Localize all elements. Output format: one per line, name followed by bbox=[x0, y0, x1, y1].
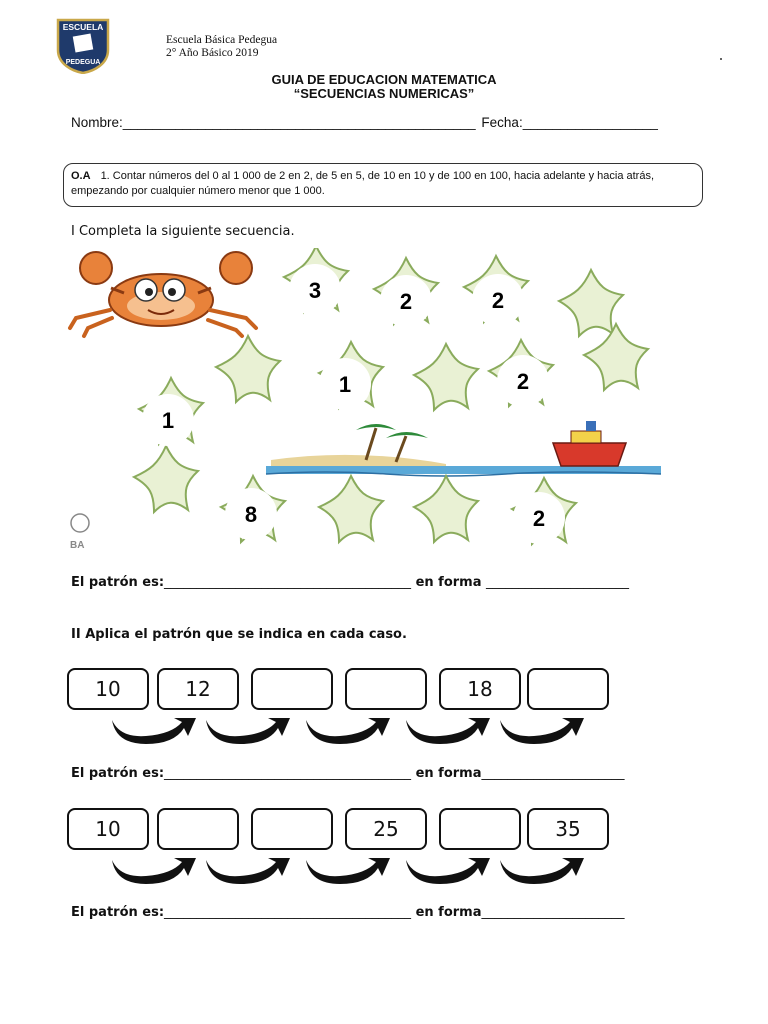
school-name: Escuela Básica Pedegua bbox=[166, 34, 278, 46]
name-blank: _______________________________________________ bbox=[122, 115, 476, 130]
star-number-text: 2 bbox=[516, 369, 530, 394]
sequence1-box-1: 10 bbox=[67, 668, 149, 710]
grade-year: 2° Año Básico 2019 bbox=[166, 47, 259, 59]
arrow-icon bbox=[306, 858, 390, 884]
star-number-text: 1 bbox=[161, 408, 175, 433]
sequence2-box-2[interactable] bbox=[157, 808, 239, 850]
sequence1-box-6[interactable] bbox=[527, 668, 609, 710]
pattern-blank: ______________________________________ bbox=[164, 905, 412, 920]
pattern-line-2 bbox=[71, 766, 624, 781]
sequence1-box-2: 12 bbox=[157, 668, 239, 710]
pattern-blank: ______________________________________ bbox=[164, 575, 412, 590]
sequence-illustration bbox=[66, 248, 686, 558]
objective-code: O.A bbox=[71, 170, 91, 182]
illustrator-credit bbox=[70, 514, 89, 551]
name-field bbox=[71, 115, 658, 130]
arrow-icon bbox=[500, 858, 584, 884]
sequence2-arrows bbox=[108, 856, 608, 886]
star-number-8 bbox=[225, 488, 277, 540]
form-label: en forma bbox=[415, 766, 482, 781]
star-number-text: 3 bbox=[308, 278, 322, 303]
page-subtitle: “SECUENCIAS NUMERICAS” bbox=[293, 86, 475, 101]
form-label: en forma bbox=[415, 575, 482, 590]
sequence2-box-6: 35 bbox=[527, 808, 609, 850]
pattern-line-1 bbox=[71, 575, 629, 590]
page-title: GUIA DE EDUCACION MATEMATICA bbox=[271, 72, 497, 87]
objective-text: 1. Contar números del 0 al 1 000 de 2 en 2, de 5 en 5, de 10 en 10 y de 100 en 100, hacia adelante y hacia atrás, empezando por cualquier número menor que 1 000. bbox=[71, 170, 655, 197]
star-number-text: 8 bbox=[244, 502, 258, 527]
pattern-label: El patrón es: bbox=[71, 766, 165, 781]
star-number-2d bbox=[513, 492, 565, 544]
sequence2-box-4: 25 bbox=[345, 808, 427, 850]
logo-text-top: ESCUELA bbox=[62, 22, 104, 32]
sequence2-box-1: 10 bbox=[67, 808, 149, 850]
star-number-1b bbox=[142, 394, 194, 446]
pattern-blank: ______________________________________ bbox=[164, 766, 412, 781]
star-number-text: 2 bbox=[399, 289, 413, 314]
arrow-icon bbox=[112, 718, 196, 744]
school-logo bbox=[54, 16, 112, 74]
star-number-text: 1 bbox=[338, 372, 352, 397]
star-number-text: 2 bbox=[491, 288, 505, 313]
arrow-icon bbox=[406, 858, 490, 884]
form-blank: ______________________ bbox=[486, 575, 630, 590]
pattern-label: El patrón es: bbox=[71, 905, 165, 920]
name-label: Nombre: bbox=[71, 115, 123, 130]
form-blank: ______________________ bbox=[481, 905, 625, 920]
date-label: Fecha: bbox=[481, 115, 523, 130]
crab-icon bbox=[70, 252, 256, 336]
arrow-icon bbox=[306, 718, 390, 744]
form-blank: ______________________ bbox=[481, 766, 625, 781]
arrow-icon bbox=[206, 858, 290, 884]
date-blank: __________________ bbox=[522, 115, 658, 130]
stray-mark bbox=[720, 58, 722, 60]
sequence1-box-4[interactable] bbox=[345, 668, 427, 710]
arrow-icon bbox=[112, 858, 196, 884]
star-number-1a bbox=[319, 358, 371, 410]
star-number-text: 2 bbox=[532, 506, 546, 531]
logo-text-bottom: PEDEGUA bbox=[65, 59, 101, 66]
arrow-icon bbox=[500, 718, 584, 744]
star-number-2a bbox=[380, 275, 432, 327]
sequence1-arrows bbox=[108, 716, 608, 746]
pattern-line-3 bbox=[71, 905, 624, 920]
sequence2-box-3[interactable] bbox=[251, 808, 333, 850]
section2-title: II Aplica el patrón que se indica en cada caso. bbox=[71, 627, 407, 642]
sequence1-box-5: 18 bbox=[439, 668, 521, 710]
objective-text-block bbox=[71, 169, 693, 199]
form-label: en forma bbox=[415, 905, 482, 920]
pattern-label: El patrón es: bbox=[71, 575, 165, 590]
sequence2-box-5[interactable] bbox=[439, 808, 521, 850]
star-number-2b bbox=[472, 274, 524, 326]
section1-title: I Completa la siguiente secuencia. bbox=[71, 224, 295, 239]
sequence1-box-3[interactable] bbox=[251, 668, 333, 710]
star-number-2c bbox=[497, 355, 549, 407]
school-info bbox=[166, 34, 277, 60]
svg-text:BA: BA bbox=[70, 540, 85, 551]
arrow-icon bbox=[406, 718, 490, 744]
star-number-3 bbox=[289, 264, 341, 316]
island-scene bbox=[266, 421, 661, 476]
arrow-icon bbox=[206, 718, 290, 744]
